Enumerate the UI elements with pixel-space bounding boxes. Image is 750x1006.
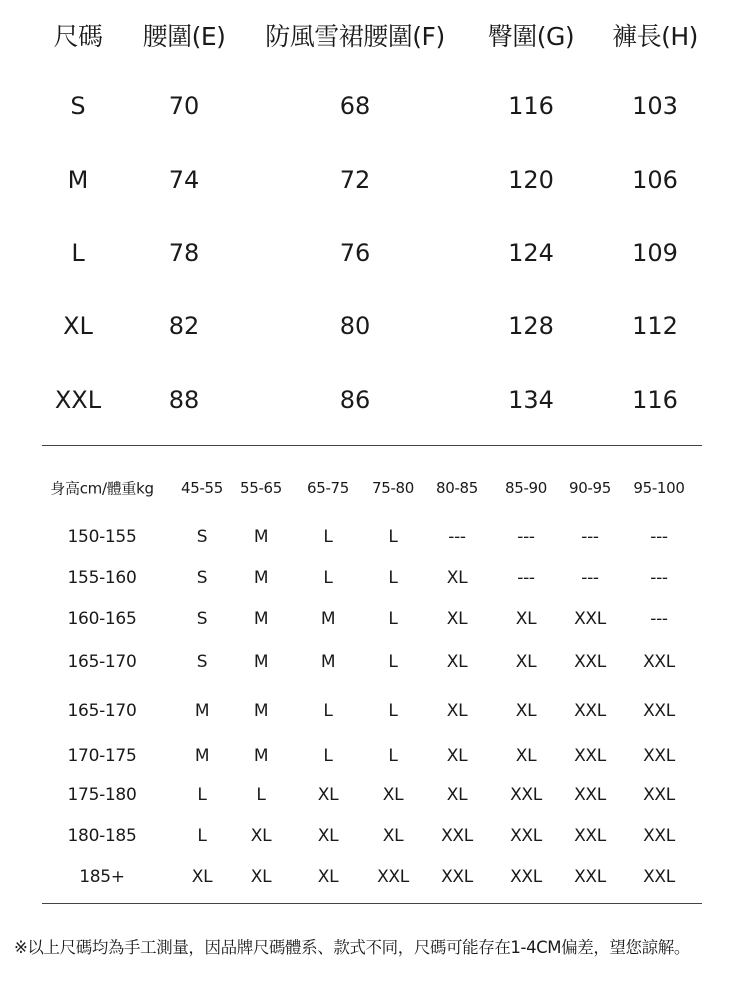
corner-label: 身高cm/體重kg <box>50 479 154 498</box>
recommended-size-cell: M <box>253 652 269 672</box>
recommended-size-cell: --- <box>448 527 466 547</box>
recommended-size-cell: XL <box>446 652 468 672</box>
recommended-size-cell: L <box>388 746 398 766</box>
recommended-size-cell: XXL <box>574 826 606 846</box>
height-label: 160-165 <box>67 609 137 629</box>
recommended-size-cell: XXL <box>510 785 542 805</box>
height-label: 185+ <box>79 867 125 887</box>
measurement-cell: 134 <box>508 386 554 414</box>
recommended-size-cell: M <box>320 652 336 672</box>
measurement-cell: 116 <box>632 386 678 414</box>
height-label: 165-170 <box>67 701 137 721</box>
recommended-size-cell: XXL <box>643 826 675 846</box>
measurement-cell: 74 <box>168 166 200 194</box>
recommended-size-cell: L <box>323 527 333 547</box>
recommended-size-cell: XL <box>317 867 339 887</box>
recommended-size-cell: M <box>253 609 269 629</box>
measurement-cell: 78 <box>168 239 200 267</box>
recommended-size-cell: M <box>253 701 269 721</box>
recommended-size-cell: XXL <box>510 867 542 887</box>
recommended-size-cell: XXL <box>574 701 606 721</box>
recommended-size-cell: XXL <box>643 867 675 887</box>
recommended-size-cell: M <box>253 568 269 588</box>
recommended-size-cell: XXL <box>377 867 409 887</box>
recommended-size-cell: --- <box>581 527 599 547</box>
recommended-size-cell: XL <box>515 701 537 721</box>
height-label: 170-175 <box>67 746 137 766</box>
recommended-size-cell: XXL <box>510 826 542 846</box>
recommended-size-cell: --- <box>650 527 668 547</box>
measurement-cell: 80 <box>339 312 371 340</box>
recommended-size-cell: XXL <box>643 746 675 766</box>
recommended-size-cell: XXL <box>441 867 473 887</box>
recommended-size-cell: XL <box>250 826 272 846</box>
recommended-size-cell: L <box>388 652 398 672</box>
weight-header: 55-65 <box>239 479 283 497</box>
measurement-cell: 116 <box>508 92 554 120</box>
weight-header: 95-100 <box>633 479 685 497</box>
recommended-size-cell: XL <box>191 867 213 887</box>
recommended-size-cell: XXL <box>574 867 606 887</box>
weight-header: 85-90 <box>504 479 548 497</box>
column-header: 防風雪裙腰圍(F) <box>265 22 445 51</box>
measurement-cell: 128 <box>508 312 554 340</box>
measurement-cell: 82 <box>168 312 200 340</box>
weight-header: 65-75 <box>306 479 350 497</box>
height-label: 180-185 <box>67 826 137 846</box>
weight-header: 75-80 <box>371 479 415 497</box>
recommended-size-cell: L <box>388 527 398 547</box>
recommended-size-cell: L <box>323 701 333 721</box>
measurement-cell: 120 <box>508 166 554 194</box>
size-label: XXL <box>54 386 102 414</box>
weight-header: 45-55 <box>180 479 224 497</box>
recommended-size-cell: XL <box>515 652 537 672</box>
recommended-size-cell: L <box>388 568 398 588</box>
measurement-cell: 124 <box>508 239 554 267</box>
recommended-size-cell: --- <box>517 527 535 547</box>
measurement-cell: 70 <box>168 92 200 120</box>
recommended-size-cell: XL <box>250 867 272 887</box>
recommended-size-cell: --- <box>650 568 668 588</box>
recommended-size-cell: L <box>197 826 207 846</box>
measurement-cell: 103 <box>632 92 678 120</box>
divider-bottom <box>42 903 702 904</box>
recommended-size-cell: S <box>196 527 208 547</box>
measurement-cell: 112 <box>632 312 678 340</box>
footnote: ※以上尺碼均為手工測量，因品牌尺碼體系、款式不同，尺碼可能存在1-4CM偏差，望您諒解。 <box>14 938 690 957</box>
size-label: S <box>70 92 86 120</box>
recommended-size-cell: --- <box>581 568 599 588</box>
column-header: 臀圍(G) <box>487 22 575 51</box>
recommended-size-cell: S <box>196 568 208 588</box>
measurement-cell: 88 <box>168 386 200 414</box>
recommended-size-cell: XXL <box>441 826 473 846</box>
measurement-cell: 106 <box>632 166 678 194</box>
recommended-size-cell: M <box>253 746 269 766</box>
recommended-size-cell: XL <box>515 609 537 629</box>
recommended-size-cell: XL <box>446 568 468 588</box>
recommended-size-cell: XL <box>317 785 339 805</box>
column-header: 尺碼 <box>53 22 103 51</box>
recommended-size-cell: XL <box>446 746 468 766</box>
recommended-size-cell: L <box>256 785 266 805</box>
height-label: 165-170 <box>67 652 137 672</box>
size-label: L <box>71 239 85 267</box>
recommended-size-cell: L <box>388 701 398 721</box>
measurement-cell: 76 <box>339 239 371 267</box>
recommended-size-cell: --- <box>517 568 535 588</box>
recommended-size-cell: XL <box>446 701 468 721</box>
recommended-size-cell: M <box>194 746 210 766</box>
recommended-size-cell: XL <box>317 826 339 846</box>
height-label: 150-155 <box>67 527 137 547</box>
column-header: 腰圍(E) <box>142 22 226 51</box>
recommended-size-cell: L <box>323 568 333 588</box>
recommended-size-cell: XXL <box>643 785 675 805</box>
recommended-size-cell: XXL <box>574 609 606 629</box>
recommended-size-cell: M <box>194 701 210 721</box>
recommended-size-cell: M <box>320 609 336 629</box>
height-label: 175-180 <box>67 785 137 805</box>
recommended-size-cell: S <box>196 652 208 672</box>
weight-header: 80-85 <box>435 479 479 497</box>
recommended-size-cell: XL <box>446 785 468 805</box>
recommended-size-cell: XXL <box>574 785 606 805</box>
measurement-cell: 109 <box>632 239 678 267</box>
column-header: 褲長(H) <box>612 22 698 51</box>
height-label: 155-160 <box>67 568 137 588</box>
size-label: XL <box>63 312 93 340</box>
size-label: M <box>67 166 89 194</box>
recommended-size-cell: XXL <box>643 652 675 672</box>
recommended-size-cell: S <box>196 609 208 629</box>
recommended-size-cell: XL <box>515 746 537 766</box>
recommended-size-cell: XXL <box>574 746 606 766</box>
recommended-size-cell: XL <box>382 785 404 805</box>
recommended-size-cell: --- <box>650 609 668 629</box>
recommended-size-cell: XXL <box>643 701 675 721</box>
measurement-cell: 72 <box>339 166 371 194</box>
weight-header: 90-95 <box>568 479 612 497</box>
divider-top <box>42 445 702 446</box>
recommended-size-cell: XXL <box>574 652 606 672</box>
recommended-size-cell: XL <box>382 826 404 846</box>
measurement-cell: 86 <box>339 386 371 414</box>
recommended-size-cell: M <box>253 527 269 547</box>
recommended-size-cell: L <box>323 746 333 766</box>
recommended-size-cell: L <box>197 785 207 805</box>
recommended-size-cell: L <box>388 609 398 629</box>
recommended-size-cell: XL <box>446 609 468 629</box>
measurement-cell: 68 <box>339 92 371 120</box>
